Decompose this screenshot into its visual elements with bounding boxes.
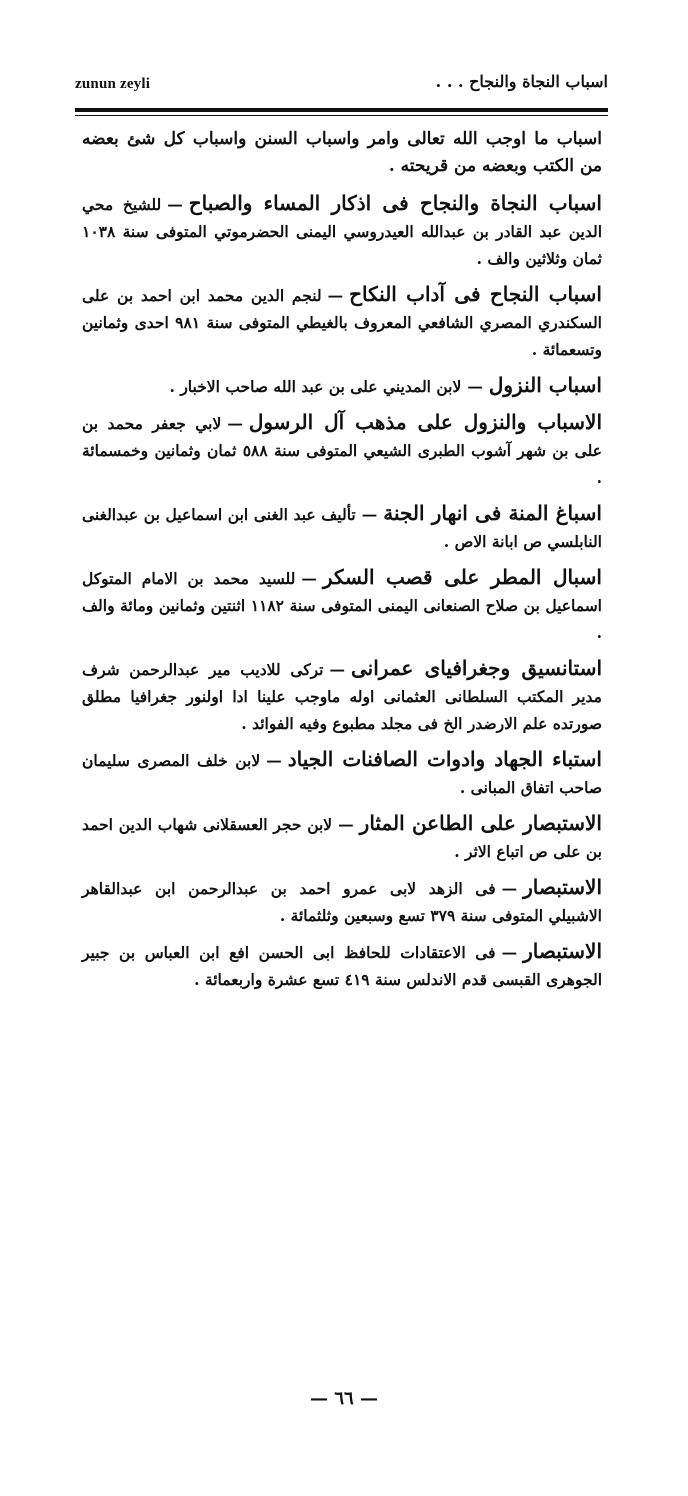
entry-title: الاستبصار على الطاعن المثار	[359, 811, 602, 835]
bibliography-entry	[82, 810, 602, 865]
bibliography-entry	[82, 409, 602, 491]
entry-body: فى الاعتقادات للحافظ ابى الحسن افع ابن العباس بن جبير الجوهرى القبسى قدم الاندلس سنة ٤١٩ تسع عشرة واربعمائة .	[82, 943, 602, 989]
entry-body: لنجم الدين محمد ابن احمد بن على السكندري المصري الشافعي المعروف بالغيطي المتوفى سنة ٩٨١ احدى وثمانين وتسعمائة .	[82, 286, 602, 359]
entry-separator: —	[329, 660, 345, 679]
header-section-title: اسباب النجاة والنجاح . . .	[435, 72, 608, 91]
header-author: zunun zeyli	[75, 76, 151, 92]
page-number: — ٦٦ —	[310, 1388, 378, 1409]
entry-body: تأليف عبد الغنى ابن اسماعيل بن عبدالغنى النابلسي ص ابانة الاص .	[82, 505, 602, 551]
header-rule-thin	[75, 115, 608, 116]
entry-body: للسيد محمد بن الامام المتوكل اسماعيل بن صلاح الصنعانى اليمنى المتوفى سنة ١١٨٢ اثنتين وثمانين ومائة والف .	[82, 569, 602, 642]
entry-title: الاستبصار	[523, 939, 602, 963]
entry-title: استانسيق وجغرافياى عمرانى	[350, 656, 603, 680]
entry-title: اسبال المطر على قصب السكر	[322, 565, 602, 589]
header-rule-thick	[75, 108, 608, 112]
bibliography-entry	[82, 564, 602, 646]
entry-body: تركى للاديب مير عبدالرحمن شرف مدير المكتب السلطانى العثمانى اوله ماوجب علينا ادا اولنور جغرافيا مطلق صورتده علم الارضدر الخ فى مجلد مطبوع وفيه الفوائد .	[82, 660, 602, 733]
entries-list	[82, 190, 602, 993]
entry-separator: —	[501, 879, 518, 898]
bibliography-entry	[82, 190, 602, 272]
entry-separator: —	[327, 286, 344, 305]
bibliography-entry	[82, 655, 602, 737]
bibliography-entry	[82, 500, 602, 555]
entry-title: اسباب النجاة والنجاح فى اذكار المساء والصباح	[188, 191, 602, 215]
bibliography-entry	[82, 281, 602, 363]
entry-separator: —	[501, 943, 518, 962]
entry-separator: —	[266, 751, 282, 770]
entry-title: الاستبصار	[523, 875, 602, 899]
entry-separator: —	[467, 377, 483, 396]
entry-body: للشيخ محي الدين عبد القادر بن عبدالله العيدروسي اليمنى الحضرموتي المتوفى سنة ١٠٣٨ ثمان وثلاثين والف .	[82, 195, 602, 268]
entry-separator: —	[227, 414, 243, 433]
running-header	[75, 70, 608, 104]
entry-title: استباء الجهاد وادوات الصافنات الجياد	[287, 747, 602, 771]
entry-title: الاسباب والنزول على مذهب آل الرسول	[248, 410, 603, 434]
entry-title: اسباغ المنة فى انهار الجنة	[383, 501, 602, 525]
bibliography-entry	[82, 874, 602, 929]
page-content	[82, 126, 602, 1002]
entry-separator: —	[301, 569, 317, 588]
entry-body: فى الزهد لابى عمرو احمد بن عبدالرحمن ابن عبدالقاهر الاشبيلي المتوفى سنة ٣٧٩ تسع وسبعين وثلثمائة .	[82, 879, 602, 925]
entry-separator: —	[361, 505, 378, 524]
bibliography-entry	[82, 938, 602, 993]
entry-body: لابي جعفر محمد بن على بن شهر آشوب الطبرى الشيعي المتوفى سنة ٥٨٨ ثمان وثمانين وخمسمائة .	[82, 414, 602, 487]
bibliography-entry	[82, 372, 602, 400]
entry-title: اسباب النجاح فى آداب النكاح	[349, 282, 602, 306]
entry-title: اسباب النزول	[488, 373, 602, 397]
entry-separator: —	[338, 815, 354, 834]
intro-paragraph: اسباب ما اوجب الله تعالى وامر واسباب السنن واسباب كل شئ بعضه من الكتب وبعضه من قريحته .	[82, 129, 602, 176]
bibliography-entry	[82, 746, 602, 801]
entry-body: لابن خلف المصرى سليمان صاحب اتفاق المبانى .	[82, 751, 602, 797]
entry-separator: —	[167, 195, 183, 214]
entry-body: لابن المديني على بن عبد الله صاحب الاخبار .	[169, 377, 462, 396]
entry-body: لابن حجر العسقلانى شهاب الدين احمد بن على ص اتباع الاثر .	[82, 815, 602, 861]
